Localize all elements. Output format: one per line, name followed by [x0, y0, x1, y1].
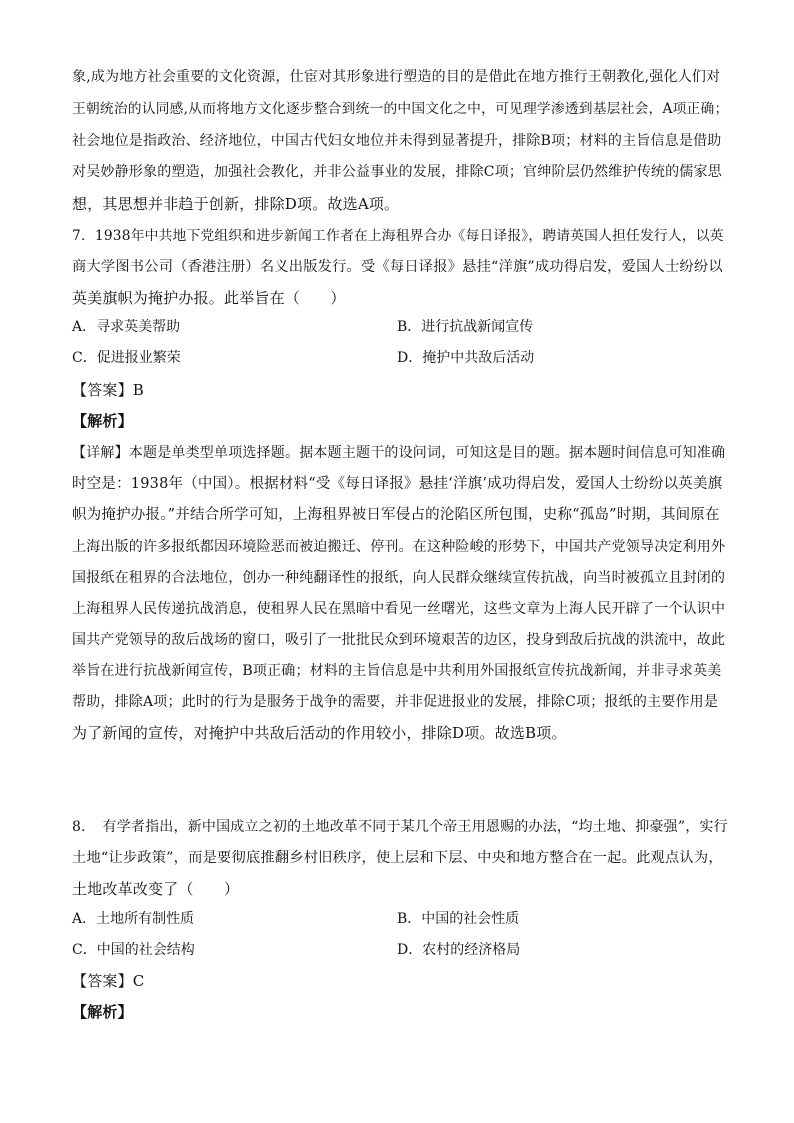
explanation-line: 想，其思想并非趋于创新，排除D项。故选A项。 — [72, 195, 400, 213]
question-7-analysis-label: 【解析】 — [72, 412, 133, 430]
question-7-stem-line: 7．1938年中共地下党组织和进步新闻工作者在上海租界合办《每日译报》，聘请英国人担任发行人，以英 — [72, 228, 724, 244]
question-8-stem-line: 8． 有学者指出，新中国成立之初的土地改革不同于某几个帝王用恩赐的办法，“均土地、抑豪强”，实行 — [72, 819, 728, 835]
explanation-line: 对吴妙静形象的塑造，加强社会教化，并非公益事业的发展，排除C项；官绅阶层仍然维护传统的儒家思 — [72, 164, 722, 180]
question-7-option-d: D．掩护中共敌后活动 — [397, 350, 535, 366]
question-7-detail-line: 国共产党领导的敌后战场的窗口，吸引了一批批民众到环境艰苦的边区，投身到敌后抗战的洪流中，故此 — [72, 632, 726, 648]
explanation-line: 社会地位是指政治、经济地位，中国古代妇女地位并未得到显著提升，排除B项；材料的主旨信息是借助 — [72, 133, 722, 149]
explanation-line: 王朝统治的认同感,从而将地方文化逐步整合到统一的中国文化之中，可见理学渗透到基层社会，A项正确； — [72, 101, 729, 117]
question-7-detail-line: 帮助，排除A项；此时的行为是服务于战争的需要，并非促进报业的发展，排除C项；报纸的主要作用是 — [72, 694, 719, 710]
question-7-option-c: C．促进报业繁荣 — [72, 350, 181, 366]
question-7-stem-line: 英美旗帜为掩护办报。此举旨在（ ） — [72, 289, 346, 307]
question-7-detail-line: 时空是：1938年（中国）。根据材料“受《每日译报》悬挂‘洋旗’成功得启发，爱国人士纷纷以英美旗 — [72, 476, 723, 492]
question-8-option-d: D．农村的经济格局 — [397, 942, 521, 958]
question-8-stem-line: 土地“让步政策”，而是要彻底推翻乡村旧秩序，使上层和下层、中央和地方整合在一起。此观点认为， — [72, 850, 723, 866]
question-8-answer: 【答案】C — [72, 972, 145, 990]
question-7-detail-line: 【详解】本题是单类型单项选择题。据本题主题干的设问词，可知这是目的题。据本题时间信息可知准确 — [72, 445, 726, 461]
question-7-option-b: B．进行抗战新闻宣传 — [397, 319, 534, 335]
question-8-option-c: C．中国的社会结构 — [72, 942, 195, 958]
question-7-option-a: A．寻求英美帮助 — [72, 319, 181, 335]
question-7-detail-line: 国报纸在租界的合法地位，创办一种纯翻译性的报纸，向人民群众继续宣传抗战，向当时被孤立且封闭的 — [72, 570, 726, 586]
question-7-detail-line: 帜为掩护办报。”并结合所学可知，上海租界被日军侵占的沦陷区所包围，史称“孤岛”时期，其间原在 — [72, 507, 720, 523]
question-7-detail-line: 上海租界人民传递抗战消息，使租界人民在黑暗中看见一丝曙光，这些文章为上海人民开辟了一个认识中 — [72, 601, 726, 617]
question-7-detail-line: 举旨在进行抗战新闻宣传，B项正确；材料的主旨信息是中共利用外国报纸宣传抗战新闻，并非寻求英美 — [72, 663, 722, 679]
question-7-detail-line: 为了新闻的宣传，对掩护中共敌后活动的作用较小，排除D项。故选B项。 — [72, 724, 567, 742]
question-8-option-b: B．中国的社会性质 — [397, 911, 520, 927]
question-8-stem-line: 土地改革改变了（ ） — [72, 880, 240, 898]
question-8-option-a: A．土地所有制性质 — [72, 911, 195, 927]
question-7-detail-line: 上海出版的许多报纸都因环境险恶而被迫搬迁、停刊。在这种险峻的形势下，中国共产党领导决定利用外 — [72, 539, 726, 555]
explanation-line: 象,成为地方社会重要的文化资源，仕宦对其形象进行塑造的目的是借此在地方推行王朝教化,强化人们对 — [72, 69, 721, 85]
question-7-answer: 【答案】B — [72, 381, 145, 399]
question-8-analysis-label: 【解析】 — [72, 1003, 133, 1021]
question-7-stem-line: 商大学图书公司（香港注册）名义出版发行。受《每日译报》悬挂“洋旗”成功得启发，爱国人士纷纷以 — [72, 259, 723, 275]
